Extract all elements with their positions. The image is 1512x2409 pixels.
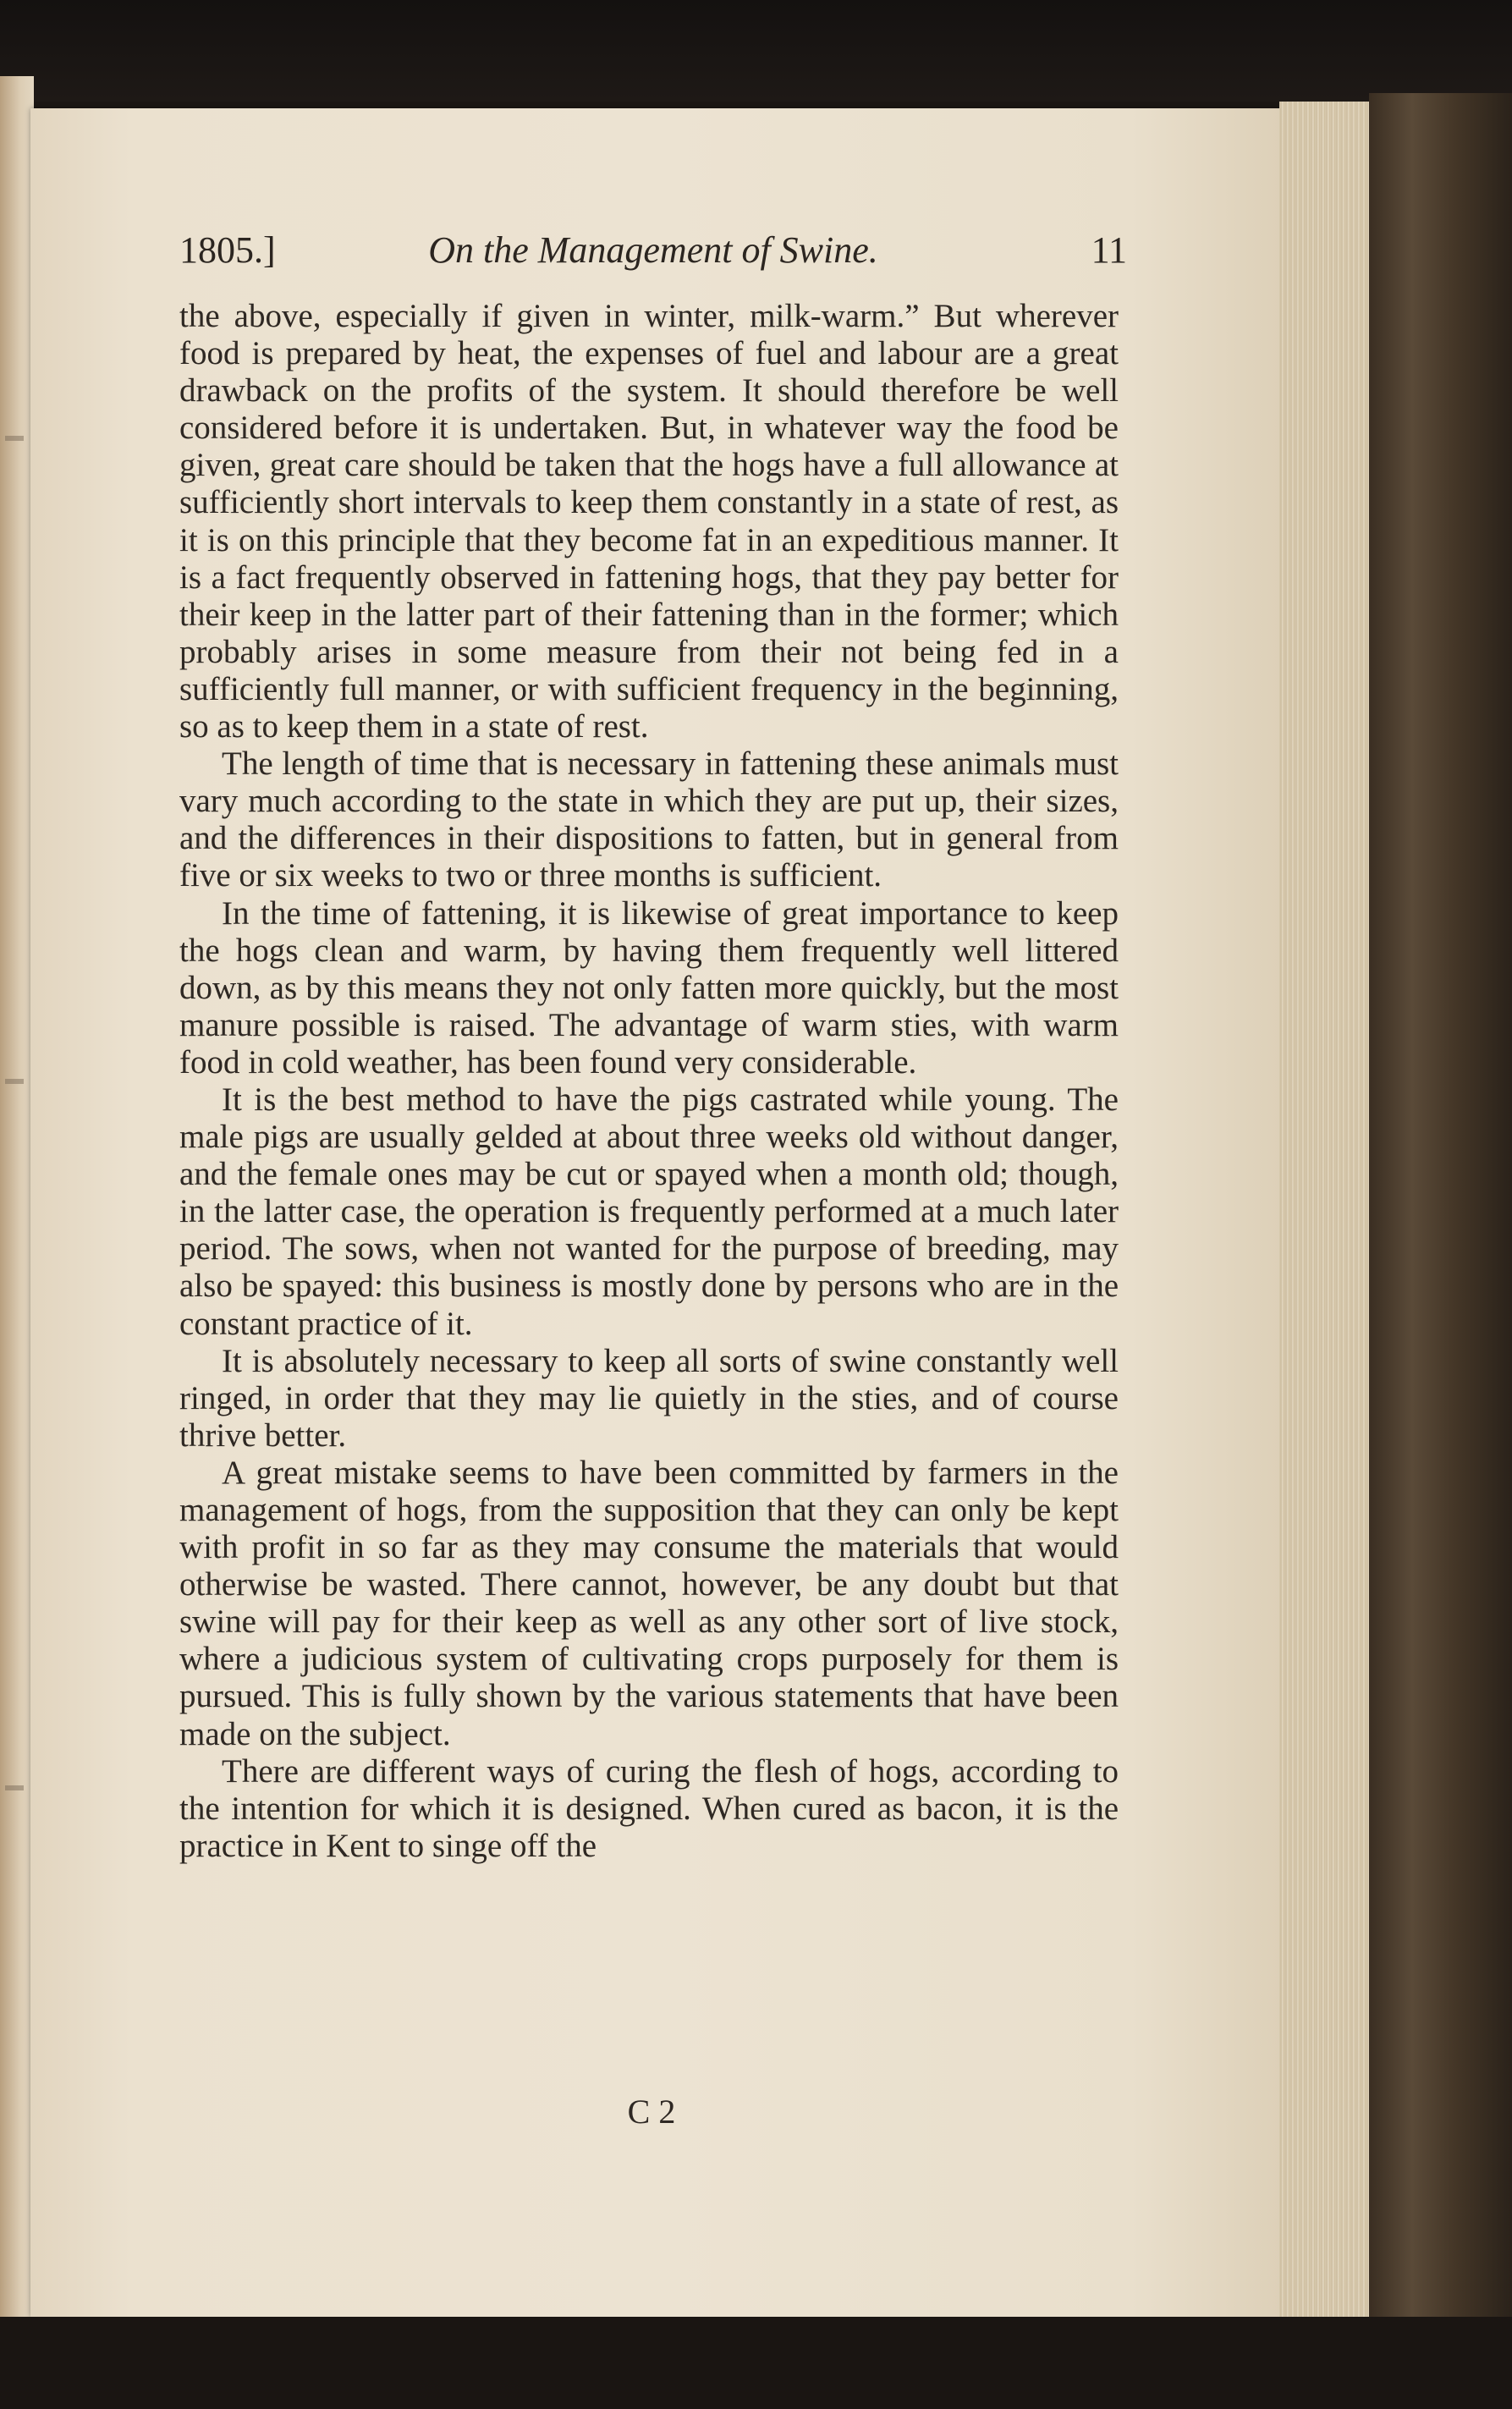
paragraph: A great mistake seems to have been committed by farmers in the management of hogs, from the supposition that they can only be kept with profit in so far as they may consume the materials that would otherwise be wasted. There cannot, however, be any doubt but that swine will pay for their keep as well as any other sort of live stock, where a judicious system of cultivating crops purposely for them is pursued. This is fully shown by the various statements that have been made on the subject. (179, 1454, 1119, 1752)
running-head-year: 1805.] (179, 229, 276, 271)
signature-mark: C 2 (627, 2093, 676, 2131)
margin-tick-mark (5, 1785, 24, 1790)
paragraph: It is the best method to have the pigs castrated while young. The male pigs are usually gelded at about three weeks old without danger, and the female ones may be cut or spayed when a month old; though, in the latter case, the operation is frequently performed at a much later period. The sows, when not wanted for the purpose of breeding, may also be spayed: this business is mostly done by persons who are in the constant practice of it. (179, 1081, 1119, 1342)
scan-background-bottom (0, 2317, 1512, 2409)
left-binding-edge (0, 76, 34, 2344)
paragraph: The length of time that is necessary in fattening these animals must vary much according to the state in which they are put up, their sizes, and the differences in their dispositions to fatten, but in general from five or six weeks to two or three months is sufficient. (179, 745, 1119, 894)
margin-tick-mark (5, 436, 24, 441)
page-edges-stack (1279, 102, 1369, 2327)
running-head-title: On the Management of Swine. (428, 229, 878, 271)
scan-background-top (0, 0, 1512, 102)
paragraph: the above, especially if given in winter, milk-warm.” But wherever food is prepared by heat, the expenses of fuel and labour are a great drawback on the profits of the system. It should therefore be well considered before it is undertaken. But, in whatever way the food be given, great care should be taken that the hogs have a full allowance at sufficiently short intervals to keep them constantly in a state of rest, as it is on this principle that they become fat in an expeditious manner. It is a fact frequently observed in fattening hogs, that they pay better for their keep in the latter part of their fattening than in the former; which probably arises in some measure from their not being fed in a sufficiently full manner, or with sufficient frequency in the beginning, so as to keep them in a state of rest. (179, 298, 1119, 745)
page-number: 11 (1091, 229, 1127, 271)
paragraph: There are different ways of curing the flesh of hogs, according to the intention for which it is designed. When cured as bacon, it is the practice in Kent to singe off the (179, 1752, 1119, 1864)
body-text (179, 298, 1119, 1865)
running-head (179, 228, 1127, 279)
paragraph: In the time of fattening, it is likewise of great importance to keep the hogs clean and warm, by having them frequently well littered down, as by this means they not only fatten more quickly, but the most manure possible is raised. The advantage of warm sties, with warm food in cold weather, has been found very considerable. (179, 894, 1119, 1081)
book-cover-edge (1369, 93, 1512, 2344)
paragraph: It is absolutely necessary to keep all sorts of swine constantly well ringed, in order that they may lie quietly in the sties, and of course thrive better. (179, 1342, 1119, 1454)
margin-tick-mark (5, 1079, 24, 1084)
